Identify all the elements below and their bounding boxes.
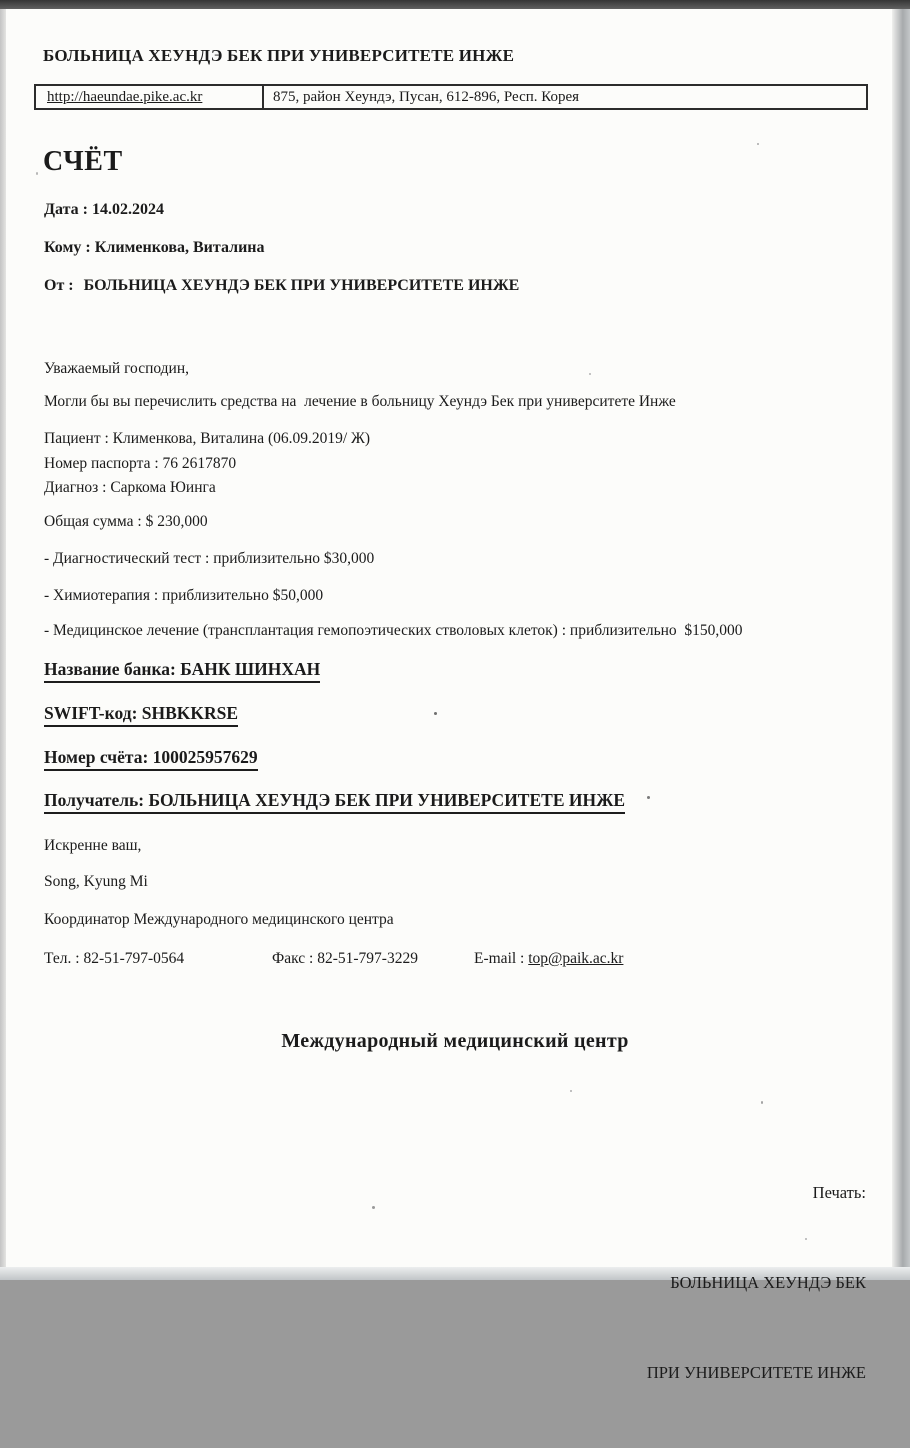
date-line <box>44 201 164 219</box>
account-value: 100025957629 <box>152 747 258 767</box>
beneficiary-line <box>44 790 625 814</box>
bank-name-label: Название банка: <box>44 659 176 679</box>
email-value: top@paik.ac.kr <box>528 950 624 967</box>
beneficiary-label: Получатель: <box>44 790 145 810</box>
patient-line <box>44 430 370 448</box>
sender-value: БОЛЬНИЦА ХЕУНДЭ БЕК ПРИ УНИВЕРСИТЕТЕ ИНЖЕ <box>83 277 520 294</box>
cost-item-chemotherapy: - Химиотерапия : приблизительно $50,000 <box>44 587 324 604</box>
fax-line <box>272 950 418 968</box>
patient-label: Пациент : <box>44 430 109 447</box>
stamp-label: Печать: <box>812 1183 866 1202</box>
recipient-value: Клименкова, Виталина <box>94 239 265 256</box>
account-label: Номер счёта: <box>44 747 149 767</box>
account-number-line <box>44 747 258 771</box>
letterhead-bar <box>34 84 868 110</box>
diagnosis-line <box>44 479 216 497</box>
passport-label: Номер паспорта : <box>44 455 159 472</box>
sender-line <box>44 277 519 295</box>
bank-name-line <box>44 659 320 683</box>
document-title: СЧЁТ <box>43 146 123 177</box>
closing-text: Искренне ваш, <box>44 837 142 854</box>
website-url: http://haeundae.pike.ac.kr <box>47 88 203 105</box>
patient-value: Клименкова, Виталина (06.09.2019/ Ж) <box>112 430 371 447</box>
greeting-text: Уважаемый господин, <box>44 360 190 377</box>
center-name-title: Международный медицинский центр <box>281 1030 629 1052</box>
date-value: 14.02.2024 <box>91 201 164 218</box>
recipient-label: Кому : <box>44 239 91 256</box>
cost-item-treatment: - Медицинское лечение (трансплантация гемопоэтических стволовых клеток) : приблизительно $150,000 <box>44 622 743 639</box>
hospital-name-header: БОЛЬНИЦА ХЕУНДЭ БЕК ПРИ УНИВЕРСИТЕТЕ ИНЖЕ <box>43 46 515 65</box>
passport-value: 76 2617870 <box>162 455 237 472</box>
fax-label: Факс : <box>272 950 314 967</box>
signer-role: Координатор Международного медицинского центра <box>44 911 394 928</box>
scan-edge-right <box>892 9 910 1280</box>
request-text: Могли бы вы перечислить средства на лечение в больницу Хеундэ Бек при университете Инже <box>44 393 676 410</box>
email-line <box>474 950 623 968</box>
swift-label: SWIFT-код: <box>44 703 138 723</box>
stamp-org-line-1: БОЛЬНИЦА ХЕУНДЭ БЕК <box>670 1273 866 1292</box>
swift-value: SHBKKRSE <box>141 703 239 723</box>
stamp-org-line-2: ПРИ УНИВЕРСИТЕТЕ ИНЖЕ <box>646 1363 866 1382</box>
beneficiary-value: БОЛЬНИЦА ХЕУНДЭ БЕК ПРИ УНИВЕРСИТЕТЕ ИНЖЕ <box>148 790 626 810</box>
scan-edge-left <box>0 9 6 1280</box>
date-label: Дата : <box>44 201 88 218</box>
diagnosis-value: Саркома Юинга <box>110 479 216 496</box>
phone-value: 82-51-797-0564 <box>83 950 185 967</box>
signer-name: Song, Kyung Mi <box>44 873 148 890</box>
sender-label: От : <box>44 277 74 294</box>
passport-line <box>44 455 236 473</box>
phone-line <box>44 950 184 968</box>
recipient-line <box>44 239 265 257</box>
stamp-block <box>647 1118 866 1448</box>
fax-value: 82-51-797-3229 <box>317 950 418 967</box>
cost-item-diagnostic: - Диагностический тест : приблизительно $30,000 <box>44 550 375 567</box>
diagnosis-label: Диагноз : <box>44 479 107 496</box>
phone-label: Тел. : <box>44 950 80 967</box>
hospital-address: 875, район Хеундэ, Пусан, 612-896, Респ. Корея <box>273 88 580 105</box>
total-amount-line: Общая сумма : $ 230,000 <box>44 513 208 530</box>
swift-code-line <box>44 703 238 727</box>
scan-edge-top <box>0 0 910 9</box>
bank-name-value: БАНК ШИНХАН <box>180 659 321 679</box>
email-label: E-mail : <box>474 950 525 967</box>
